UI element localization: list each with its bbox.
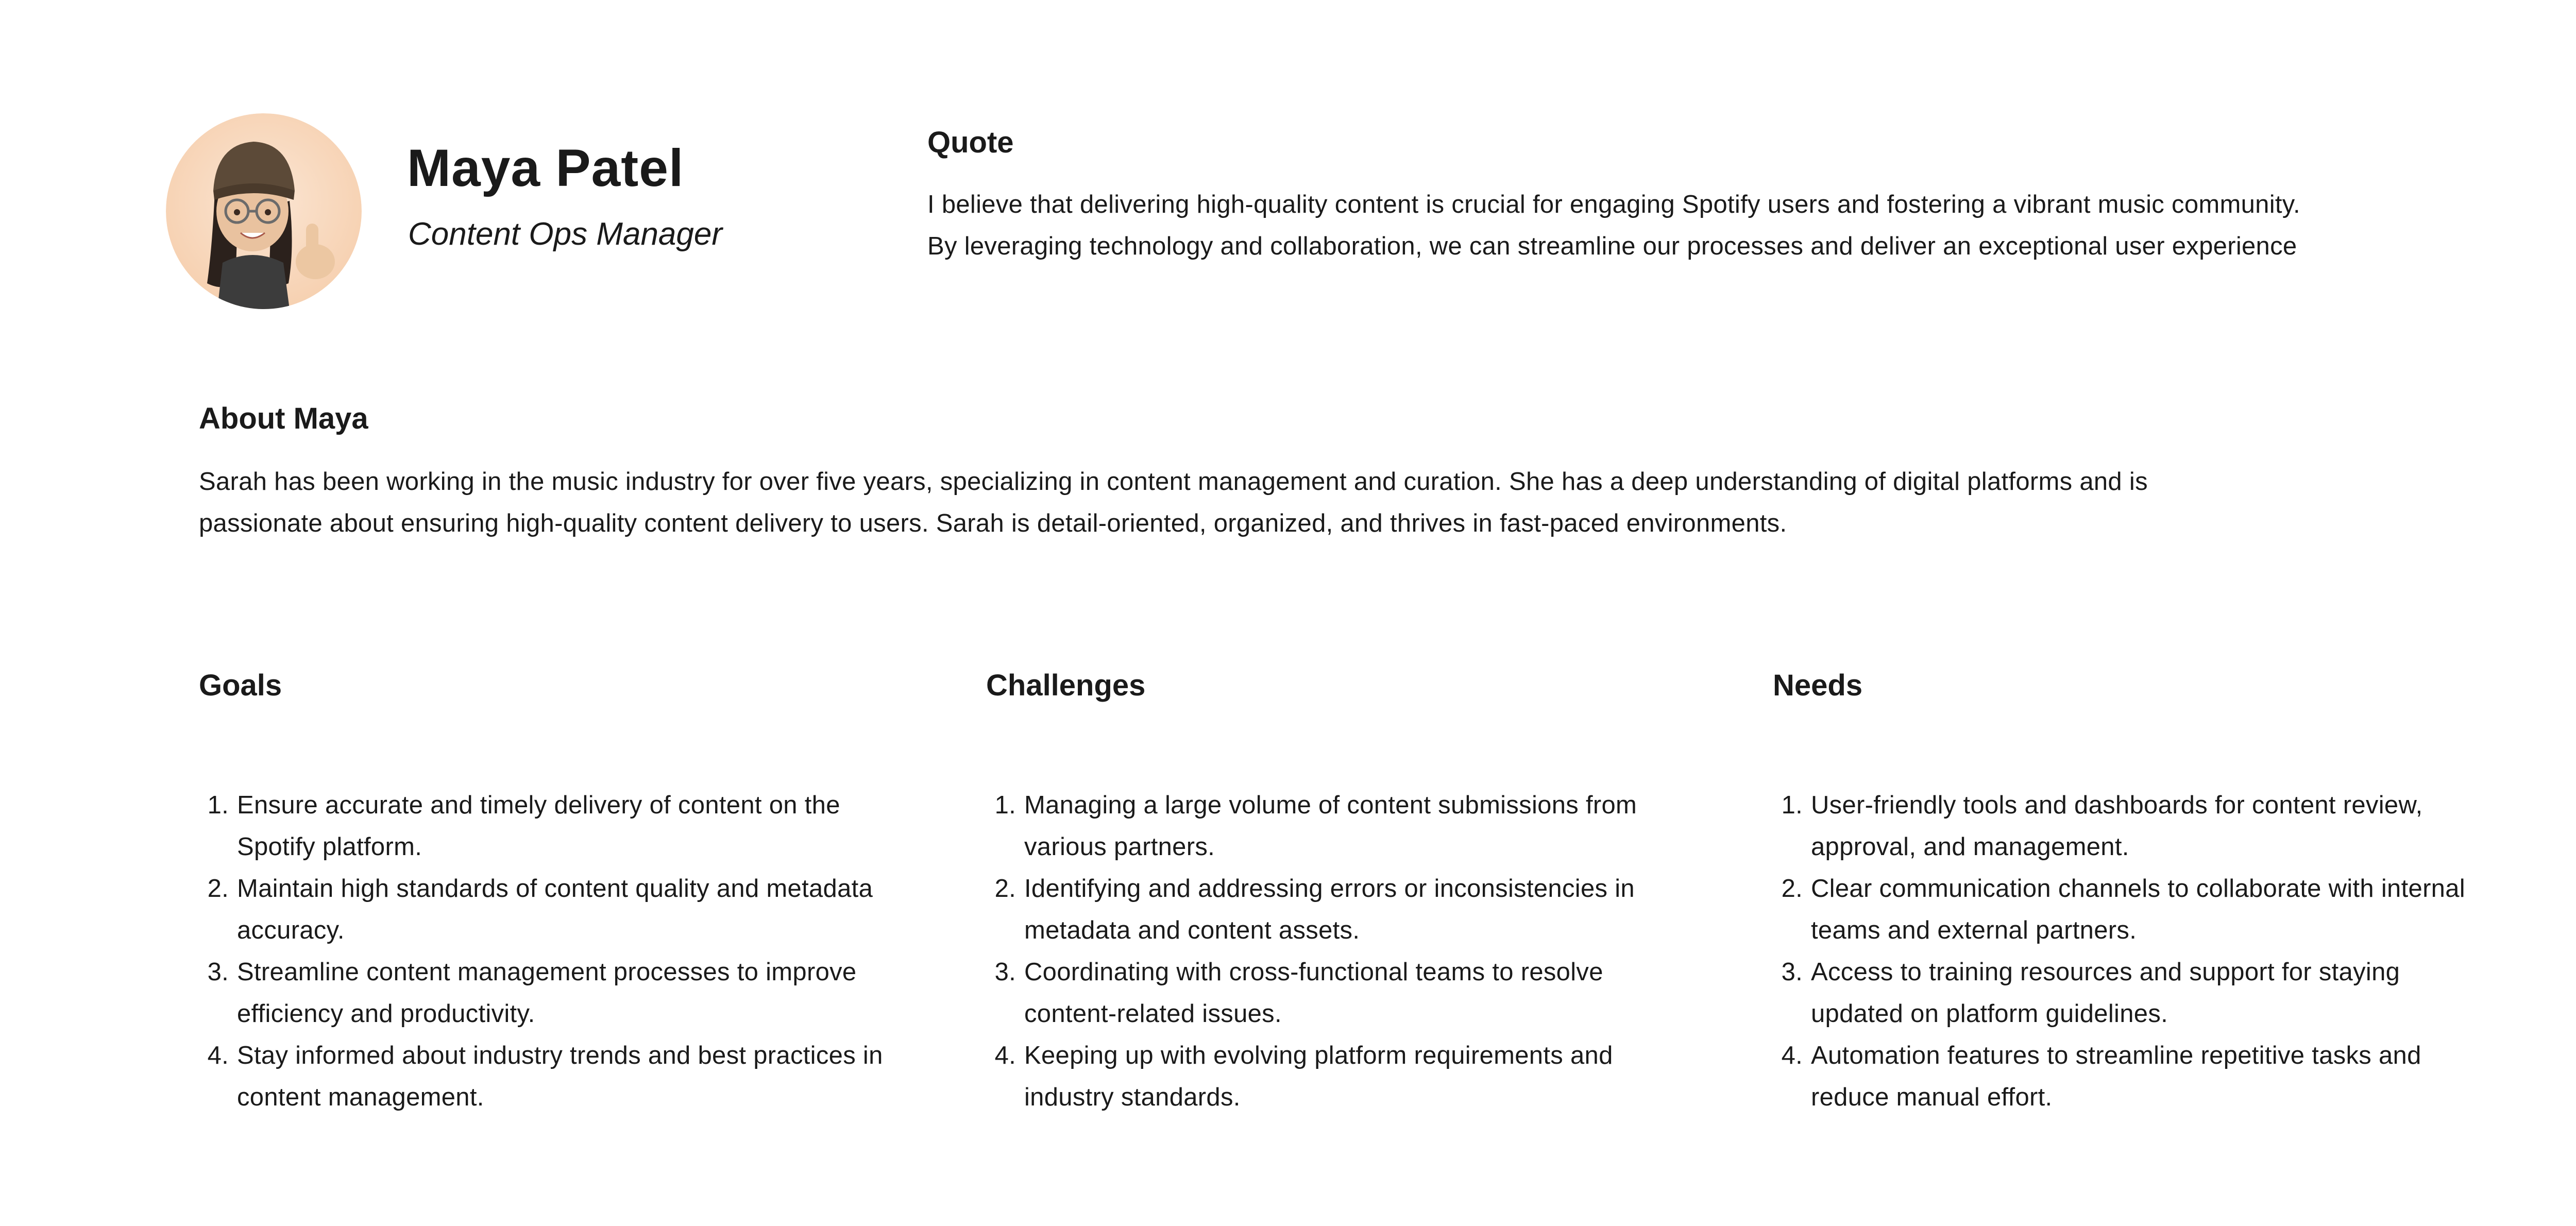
need-item: 3. Access to training resources and support for staying updated on platform guidelines. [1810,951,2473,1035]
about-section [199,402,2466,544]
avatar [166,113,362,309]
memoji-avatar-icon [166,113,362,309]
needs-list [1773,785,2473,1118]
about-text [199,461,2466,544]
goal-item: 1. Ensure accurate and timely delivery of content on the Spotify platform. [236,785,900,868]
about-line-2: passionate about ensuring high-quality content delivery to users. Sarah is detail-oriented, organized, and thrives in fast-paced environments. [199,509,1787,537]
about-line-1: Sarah has been working in the music industry for over five years, specializing in content management and curation. She has a deep understanding of digital platforms and is [199,467,2148,496]
challenge-item: 4. Keeping up with evolving platform requirements and industry standards. [1023,1035,1687,1118]
needs-section [1773,669,2473,1118]
quote-text [927,184,2524,267]
challenges-heading: Challenges [986,669,1146,702]
needs-heading: Needs [1773,669,1863,702]
goal-item: 4. Stay informed about industry trends and best practices in content management. [236,1035,900,1118]
quote-line-1: I believe that delivering high-quality content is crucial for engaging Spotify users and fostering a vibrant music community. [927,190,2300,218]
quote-line-2: By leveraging technology and collaboration, we can streamline our processes and deliver an exceptional user experience [927,232,2297,260]
quote-section [927,126,2524,267]
challenge-item: 2. Identifying and addressing errors or inconsistencies in metadata and content assets. [1023,868,1687,951]
about-heading: About Maya [199,402,368,435]
goals-list [199,785,900,1118]
goals-heading: Goals [199,669,282,702]
persona-name: Maya Patel [407,139,684,197]
goal-item: 2. Maintain high standards of content quality and metadata accuracy. [236,868,900,951]
persona-role: Content Ops Manager [408,216,723,252]
challenge-item: 3. Coordinating with cross-functional teams to resolve content-related issues. [1023,951,1687,1035]
quote-heading: Quote [927,126,1014,159]
goals-section [199,669,900,1118]
need-item: 1. User-friendly tools and dashboards for content review, approval, and management. [1810,785,2473,868]
challenges-list [986,785,1687,1118]
challenge-item: 1. Managing a large volume of content submissions from various partners. [1023,785,1687,868]
challenges-section [986,669,1687,1118]
goal-item: 3. Streamline content management processes to improve efficiency and productivity. [236,951,900,1035]
need-item: 4. Automation features to streamline repetitive tasks and reduce manual effort. [1810,1035,2473,1118]
need-item: 2. Clear communication channels to collaborate with internal teams and external partners. [1810,868,2473,951]
